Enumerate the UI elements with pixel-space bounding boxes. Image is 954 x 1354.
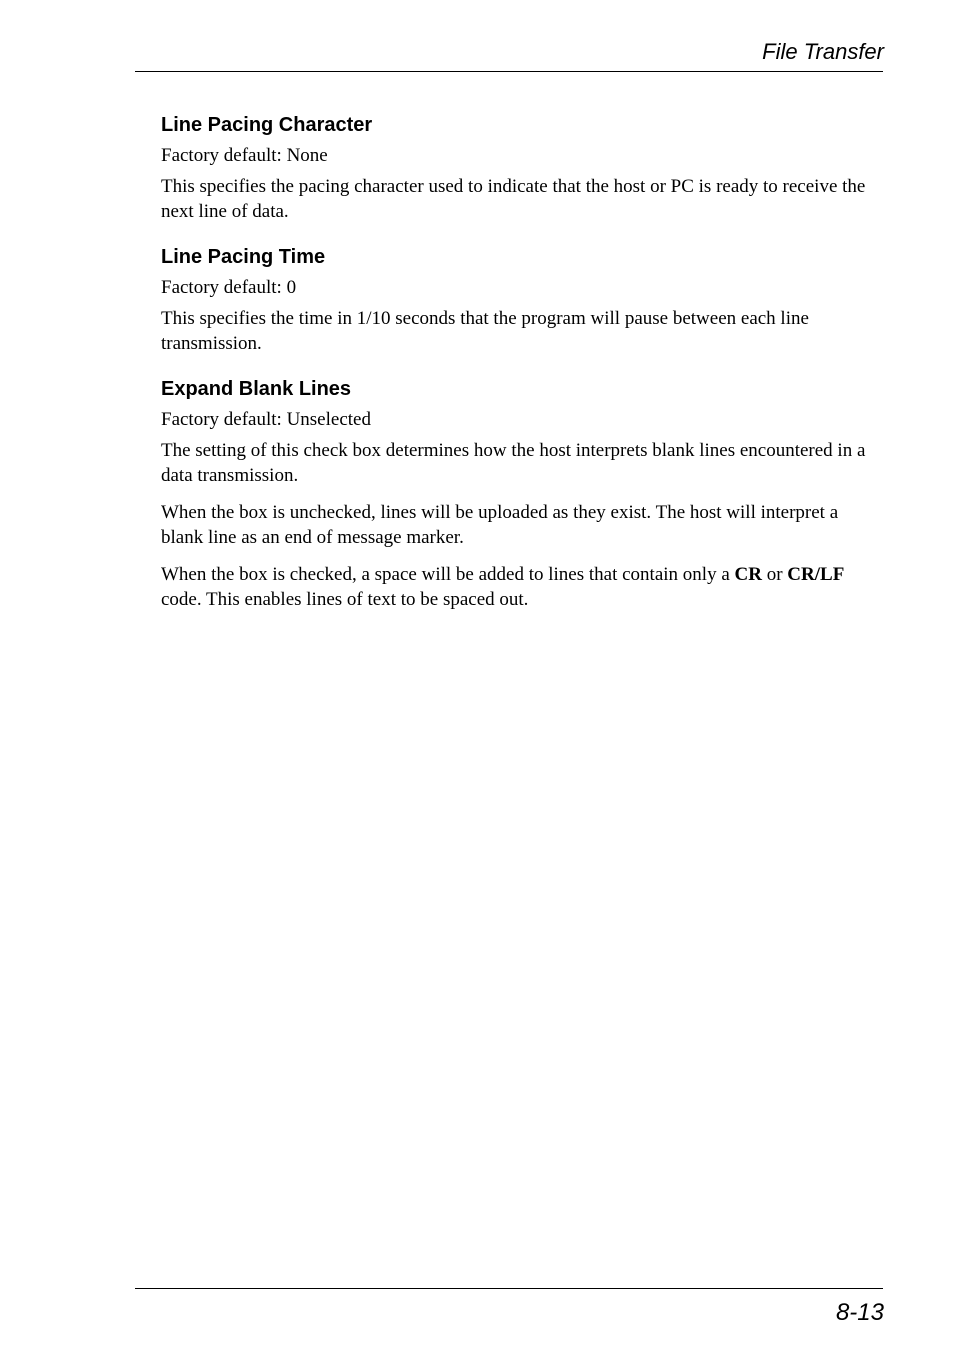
code-cr: CR: [734, 564, 762, 585]
factory-default: Factory default: 0: [161, 277, 297, 298]
section-heading: Line Pacing Character: [161, 114, 373, 136]
checked-text-2: or: [761, 564, 788, 585]
section-expand-blank-lines: [161, 376, 883, 612]
page-content: [161, 112, 883, 618]
footer-rule: [135, 1288, 883, 1289]
section-body: This specifies the pacing character used to indicate that the host or PC is ready to receive the next line of data.: [161, 176, 866, 222]
unchecked-paragraph: When the box is unchecked, lines will be uploaded as they exist. The host will interpret a blank line as an end of message marker.: [161, 502, 839, 548]
section-line-pacing-character: [161, 112, 883, 224]
section-line-pacing-time: [161, 244, 883, 356]
checked-text-1: When the box is checked, a space will be added to lines that contain only a: [161, 564, 735, 585]
section-body: This specifies the time in 1/10 seconds that the program will pause between each line transmission.: [161, 308, 809, 354]
section-body: The setting of this check box determines how the host interprets blank lines encountered in a data transmission.: [161, 440, 866, 486]
page-number: 8-13: [835, 1299, 884, 1326]
header-rule: [135, 71, 883, 72]
checked-text-3: code. This enables lines of text to be spaced out.: [161, 589, 529, 610]
checked-paragraph: [161, 562, 883, 612]
running-header-title: File Transfer: [762, 39, 884, 64]
section-heading: Expand Blank Lines: [161, 378, 352, 400]
code-cr-lf: CR/LF: [787, 564, 845, 585]
section-heading: Line Pacing Time: [161, 246, 326, 268]
factory-default: Factory default: None: [161, 145, 328, 166]
factory-default: Factory default: Unselected: [161, 409, 371, 430]
